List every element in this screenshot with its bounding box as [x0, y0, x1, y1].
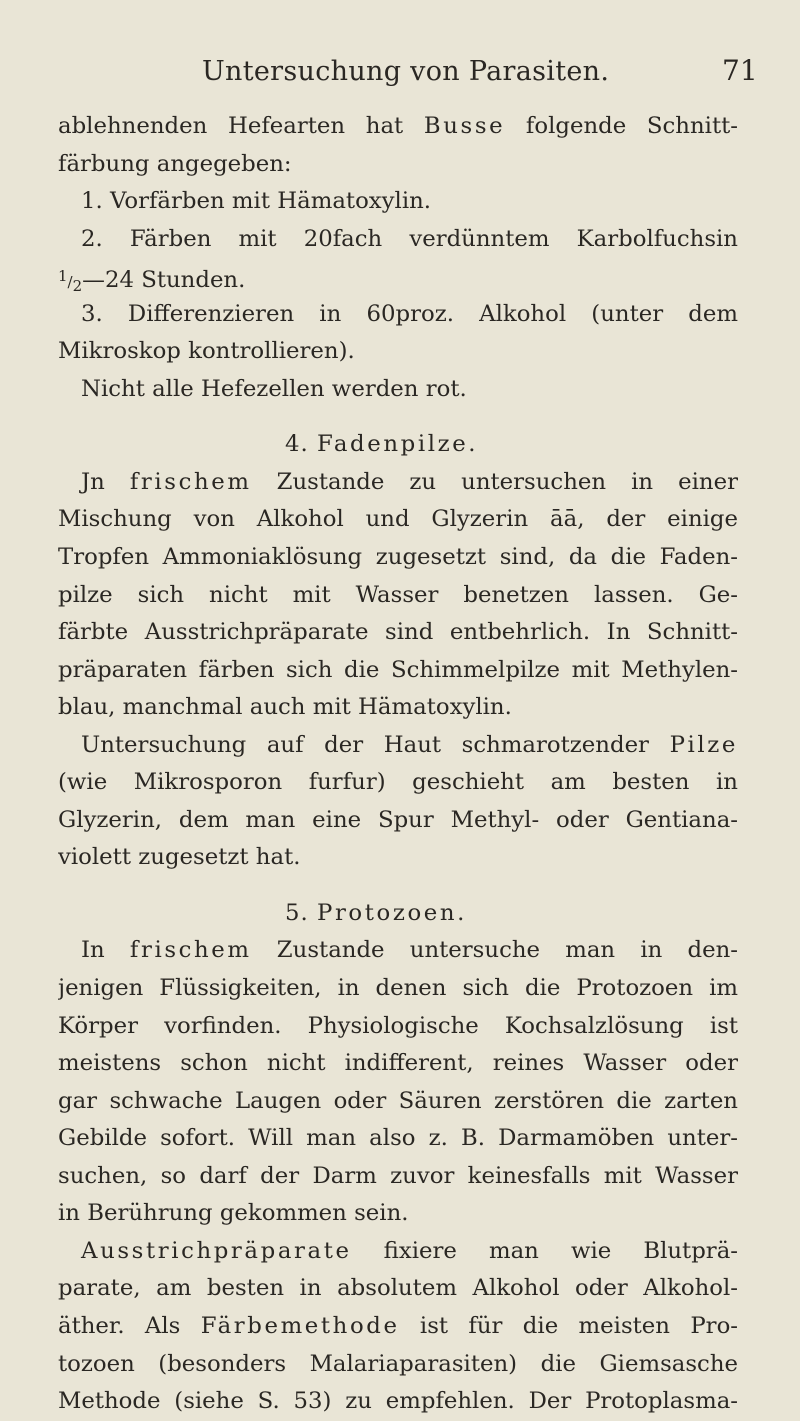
text-line: Ausstrichpräparate fixiere man wie Blutprä- — [81, 1237, 738, 1264]
section-heading-protozoen: 5. Protozoen. — [285, 899, 468, 926]
text-line: präparaten färben sich die Schimmelpilze mit Methylen- — [58, 656, 738, 683]
body-text — [58, 108, 738, 1421]
list-item: 2. Färben mit 20fach verdünntem Karbolfuchsin — [81, 225, 738, 252]
text-line: ablehnenden Hefearten hat Busse folgende Schnitt- — [58, 113, 738, 139]
text-line: tozoen (besonders Malariaparasiten) die Giemsasche — [58, 1350, 738, 1377]
text-line: blau, manchmal auch mit Hämatoxylin. — [58, 694, 512, 721]
text-line: Gebilde sofort. Will man also z. B. Darmamöben unter- — [58, 1125, 738, 1152]
page-number: 71 — [722, 54, 758, 87]
list-item: 3. Differenzieren in 60proz. Alkohol (unter dem — [81, 300, 738, 327]
text-line: Jn frischem Zustande zu untersuchen in einer — [81, 468, 738, 495]
text-line: in Berührung gekommen sein. — [58, 1200, 409, 1227]
section-heading-fadenpilze: 4. Fadenpilze. — [285, 431, 479, 458]
text-line: Untersuchung auf der Haut schmarotzender Pilze — [81, 731, 738, 758]
text-line: färbte Ausstrichpräparate sind entbehrlich. In Schnitt- — [58, 619, 738, 646]
spaced-author-name: Busse — [423, 113, 506, 139]
text-line: meistens schon nicht indifferent, reines Wasser oder — [58, 1050, 738, 1077]
text-line: äther. Als Färbemethode ist für die meisten Pro- — [58, 1312, 738, 1339]
section-gap — [58, 408, 738, 426]
text-line: violett zugesetzt hat. — [58, 844, 301, 871]
text-line: parate, am besten in absolutem Alkohol oder Alkohol- — [58, 1275, 738, 1302]
text-line: pilze sich nicht mit Wasser benetzen lassen. Ge- — [58, 581, 738, 608]
text-line: jenigen Flüssigkeiten, in denen sich die Protozoen im — [58, 975, 738, 1002]
text-line: gar schwache Laugen oder Säuren zerstören die zarten — [58, 1087, 738, 1114]
text-line: (wie Mikrosporon furfur) geschieht am besten in — [58, 769, 738, 796]
text-line: Methode (siehe S. 53) zu empfehlen. Der Protoplasma- — [58, 1388, 738, 1415]
text-line: suchen, so darf der Darm zuvor keinesfalls mit Wasser — [58, 1162, 738, 1189]
text-line: Mischung von Alkohol und Glyzerin āā, der einige — [58, 506, 738, 533]
text-line: färbung angegeben: — [58, 150, 292, 177]
text-line: Mikroskop kontrollieren). — [58, 338, 355, 365]
text-line: Glyzerin, dem man eine Spur Methyl- oder Gentiana- — [58, 806, 738, 833]
section-gap — [58, 877, 738, 895]
text-line: Tropfen Ammoniaklösung zugesetzt sind, da die Faden- — [58, 544, 738, 571]
text-line: In frischem Zustande untersuche man in den- — [81, 937, 738, 964]
text-line: 1/2—24 Stunden. — [58, 267, 246, 296]
list-item: 1. Vorfärben mit Hämatoxylin. — [81, 188, 432, 215]
page-header — [0, 54, 800, 94]
fraction: 1/2 — [58, 267, 83, 296]
text-line: Körper vorfinden. Physiologische Kochsalzlösung ist — [58, 1012, 738, 1039]
running-title: Untersuchung von Parasiten. — [202, 56, 610, 87]
text-line: Nicht alle Hefezellen werden rot. — [81, 375, 467, 402]
